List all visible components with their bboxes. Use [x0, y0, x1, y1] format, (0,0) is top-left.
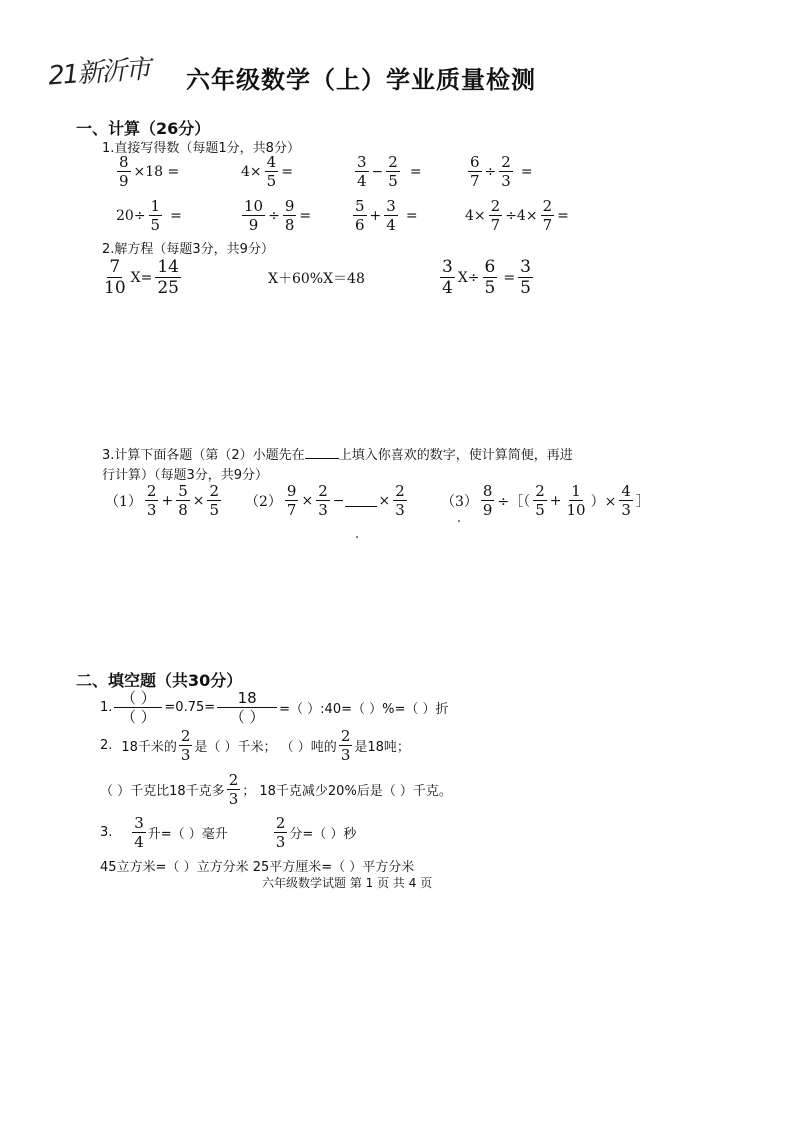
scan-speck [458, 520, 460, 522]
fill-item-3-line1: 3. $\frac{3}{4}$ 升=（ ）毫升 $\frac{2}{3}$ 分=（ ）秒 [100, 814, 357, 851]
q3-label-line1: 3.计算下面各题（第（2）小题先在 上填入你喜欢的数字，使计算简便，再进 [102, 448, 573, 463]
handwritten-note: 21新沂市 [47, 54, 151, 92]
calc-item-3: $\frac{3}{4}$ − $\frac{2}{5}$ = [357, 153, 422, 190]
q2-label: 2.解方程（每题3分，共9分） [102, 242, 274, 257]
q3-problem-3: （3） $\frac{8}{9}$ ÷［（ $\frac{2}{5}$ + $\frac{1}{10}$ ）× $\frac{4}{3}$ ］ [441, 482, 650, 519]
equation-3: $\frac{3}{4}$ X÷ $\frac{6}{5}$ = $\frac{3}{5}$ [442, 257, 531, 298]
calc-item-1: $\frac{8}{9}$ ×18 = [119, 153, 180, 190]
section-1-heading: 一、计算（26分） [76, 119, 211, 138]
page-title: 六年级数学（上）学业质量检测 [186, 66, 536, 94]
q3-problem-2: （2） $\frac{9}{7}$ × $\frac{2}{3}$ − × $\frac{2}{3}$ [245, 482, 405, 519]
q3-label-line2: 行计算）（每题3分，共9分） [102, 468, 269, 483]
calc-item-4: $\frac{6}{7}$ ÷ $\frac{2}{3}$ = [470, 153, 533, 190]
calc-item-8: 4× $\frac{2}{7}$ ÷4× $\frac{2}{7}$ = [465, 197, 569, 234]
equation-2: X＋60%X＝48 [268, 271, 365, 287]
fill-item-2-line1: 2. 18千米的 $\frac{2}{3}$ 是（ ）千米； （ ）吨的 $\frac{2}{3}$ 是18吨； [100, 727, 410, 764]
fill-item-2-line2: （ ）千克比18千克多 $\frac{2}{3}$ ； 18千克减少20%后是（ ）千克。 [100, 771, 452, 808]
calc-item-2: 4× $\frac{4}{5}$ = [241, 153, 293, 190]
scan-speck [356, 536, 358, 538]
section-2-heading: 二、填空题（共30分） [76, 671, 243, 690]
calc-item-7: $\frac{5}{6}$ + $\frac{3}{4}$ = [355, 197, 418, 234]
calc-item-5: 20÷ $\frac{1}{5}$ = [116, 197, 182, 234]
fill-item-3-line2: 45立方米=（ ）立方分米 25平方厘米=（ ）平方分米 [100, 860, 415, 875]
fill-item-1: 1. $\frac{( )}{( )}$ =0.75= $\frac{18}{( )}$ =（ ）:40=（ ）%=（ ）折 [100, 689, 449, 726]
calc-item-6: $\frac{10}{9}$ ÷ $\frac{9}{8}$ = [244, 197, 312, 234]
q1-label: 1.直接写得数（每题1分，共8分） [102, 141, 300, 156]
page-footer: 六年级数学试题 第 1 页 共 4 页 [262, 876, 433, 890]
q3-problem-1: （1） $\frac{2}{3}$ + $\frac{5}{8}$ × $\frac{2}{5}$ [105, 482, 220, 519]
equation-1: $\frac{7}{10}$ X= $\frac{14}{25}$ [104, 257, 179, 298]
